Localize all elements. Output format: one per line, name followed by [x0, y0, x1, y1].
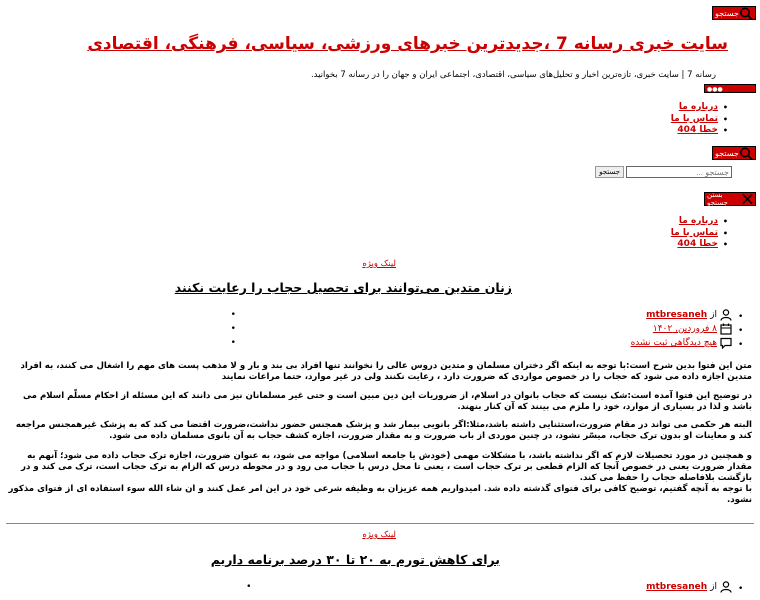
menu-toggle-label: ●●● [707, 86, 723, 93]
post-author [631, 308, 732, 322]
list-bullet: • [738, 326, 744, 336]
search-submit-button[interactable]: جستجو [595, 166, 624, 178]
post-paragraph: با توجه به آنچه گفتیم، توضیح کافی برای فتوای گذشته داده شد. امیدواریم همه عزیزان به وظیفه شرعی خود در این امر عمل کنند و ان شاء الله سوء استفاده ای از فتوای مذکور نشود. [8, 484, 752, 505]
nav-item-404 [671, 125, 728, 137]
secondary-nav [671, 216, 728, 251]
nav-link-about[interactable]: درباره ما [678, 102, 718, 112]
close-icon [742, 193, 753, 205]
nav-item-contact [671, 228, 728, 240]
post-author [646, 580, 732, 594]
nav-item-404 [671, 239, 728, 251]
post-paragraph: و همچنین در مورد تحصیلات لازم که اگر نداشته باشد، با مشکلات مهمی (خودش یا جامعه اسلامی) مواجه می شود، به عنوان ضرورت، اجازه ترک حجاب داده می شود؛ آنهم به مقدار ضرورت یعنی در خصوص آنجا که الزام قطعی بر ترک حجاب است ، یعنی تا محل درس با حجاب می رود و در محوطه درس که الزام به ترک حجاب است، ترک می کند و در بازگشت بلافاصله حجاب را حفظ می کند. [21, 451, 752, 483]
site-description: رسانه 7 | سایت خبری، تازه‌ترین اخبار و تحلیل‌های سیاسی، اقتصادی، اجتماعی ایران و جهان را در رسانه 7 بخوانید. [310, 70, 716, 80]
post-divider [6, 523, 754, 524]
post-title-link[interactable]: زنان متدین می‌توانند برای تحصیل حجاب را رعایت نکنند [174, 280, 512, 295]
post-paragraph: البته هر حکمی می تواند در مقام ضرورت،استثنایی داشته باشد،مثلا:اگر بانویی بیمار شد و پزشک همجنس حضور نداشت،ضرورت اقتضا می کند که به پزشک غیرهمجنس مراجعه کند و معاینات او بدون ترک حجاب، میسّر نشود، در چنین موردی از باب ضرورت و به مقدار ضرورت، اجازه کشف حجاب به آن بانوی مسلمان داده می شود. [15, 420, 752, 441]
close-search-label: بستن جستجو [707, 191, 728, 207]
post-date-link[interactable]: ۸ فروردین, ۱۴۰۲ [652, 324, 717, 334]
search-toggle-label: جستجو [715, 148, 739, 158]
user-icon [720, 581, 732, 593]
search-icon [739, 147, 753, 160]
search-form [595, 166, 732, 178]
post-meta [646, 580, 732, 594]
close-search-button[interactable] [704, 192, 756, 206]
list-bullet: • [738, 584, 744, 594]
post-date [631, 322, 732, 336]
header-search-toggle-label: جستجو [715, 8, 739, 18]
post-author-link[interactable]: mtbresaneh [646, 310, 708, 320]
nav-link-about[interactable]: درباره ما [678, 216, 718, 226]
post-title-link[interactable]: برای کاهش تورم به ۲۰ تا ۳۰ درصد برنامه داریم [210, 552, 500, 567]
search-input[interactable] [626, 166, 732, 178]
post-title [175, 280, 512, 295]
menu-toggle-button[interactable] [704, 84, 756, 93]
nav-link-contact[interactable]: تماس با ما [670, 227, 718, 238]
primary-nav [671, 102, 728, 137]
post-meta [631, 308, 732, 350]
post-comments [631, 336, 732, 350]
post-comments-link[interactable]: هیچ دیدگاهی ثبت نشده [630, 338, 717, 348]
post-title [211, 552, 500, 567]
search-icon [739, 7, 753, 20]
comment-icon [720, 337, 732, 349]
post-paragraph: متن این فتوا بدین شرح است:با توجه به اینکه اگر دختران مسلمان و متدین دروس عالی را نخوانند تنها افراد بی بند و بار و لا مذهب پست های مهم را اشغال می کنند، به افراد متدین اجازه داده می شود که حجاب را در خصوص مواردی که ضرورت دارد ، رعایت نکنند ولی در غیر موارد، حتما مراعات نمایند [20, 361, 752, 382]
nav-link-contact[interactable]: تماس با ما [670, 113, 718, 124]
post-author-prefix: از [710, 582, 717, 592]
site-title [87, 34, 728, 54]
nav-item-about [671, 102, 728, 114]
site-title-link[interactable]: سایت خبری رسانه 7 ،جدیدترین خبرهای ورزشی، سیاسی، فرهنگی، اقتصادی [87, 34, 728, 54]
post-category-link[interactable]: لینک ویژه [362, 259, 396, 269]
post-author-link[interactable]: mtbresaneh [646, 582, 708, 592]
post-category-link[interactable]: لینک ویژه [362, 530, 396, 540]
list-bullet: • [738, 312, 744, 322]
header-search-toggle-button[interactable] [712, 6, 756, 20]
post-paragraph: در توضیح این فتوا آمده است:شک نیست که حجاب بانوان در اسلام، از ضروریات این دین مبین است و حتی غیر مسلمانان نیز می دانند که این مسئله از احکام مسلّم اسلام می باشد و لذا در بسیاری از موارد، خود را ملزم می بینند که آن کنار بنهند. [22, 391, 752, 412]
list-bullet: • [738, 340, 744, 350]
nav-link-404[interactable]: خطا 404 [677, 239, 718, 249]
post-author-prefix: از [710, 310, 717, 320]
user-icon [720, 309, 732, 321]
nav-link-404[interactable]: خطا 404 [677, 125, 718, 135]
calendar-icon [720, 323, 732, 335]
nav-item-about [671, 216, 728, 228]
nav-item-contact [671, 114, 728, 126]
search-toggle-button[interactable] [712, 146, 756, 160]
